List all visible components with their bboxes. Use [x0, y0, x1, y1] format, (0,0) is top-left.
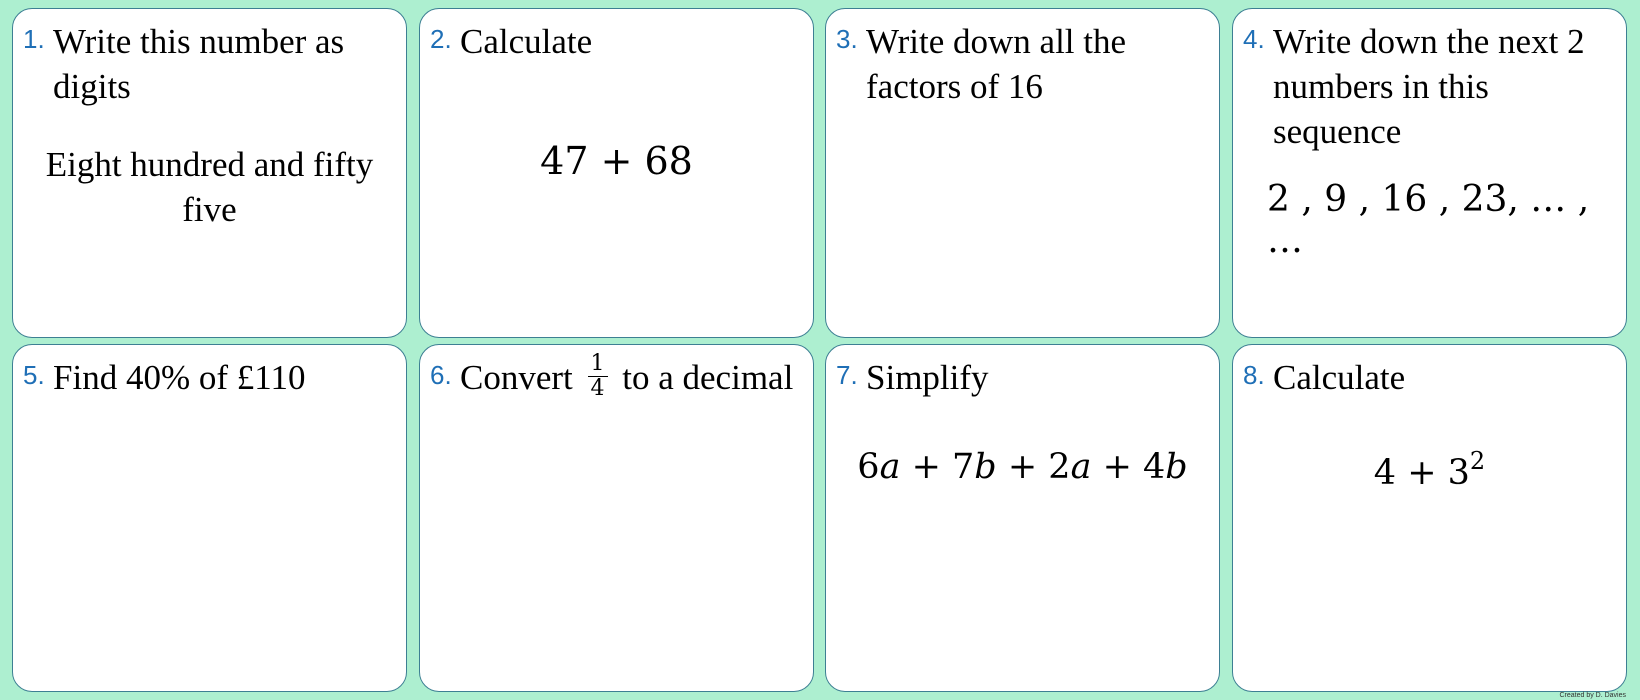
question-text: Calculate: [1273, 358, 1406, 397]
term: + 7: [900, 447, 975, 487]
fraction: [588, 352, 608, 401]
question-number: 7.: [836, 360, 858, 390]
question-number: 1.: [23, 24, 45, 54]
variable: b: [1165, 447, 1188, 487]
fraction-denominator: 4: [590, 376, 605, 402]
math-expression: [1233, 447, 1626, 493]
text-after-fraction: to a decimal: [622, 358, 794, 397]
math-expression: 47 + 68: [540, 139, 693, 183]
question-number: 2.: [430, 24, 452, 54]
question-card-7: [825, 344, 1220, 692]
question-text: Write down the next 2 numbers in this sequence: [1273, 22, 1585, 151]
question-number: 4.: [1243, 24, 1265, 54]
question-number: 5.: [23, 360, 45, 390]
expression-base: 4 + 3: [1373, 453, 1470, 493]
fraction-numerator: 1: [588, 352, 608, 377]
text-before-fraction: Convert: [460, 358, 573, 397]
variable: a: [879, 447, 901, 487]
question-text: Write this number as digits: [53, 22, 345, 106]
number-sequence: 2 , 9 , 16 , 23, … , …: [1267, 179, 1590, 261]
question-card-3: [825, 8, 1220, 338]
question-text: Simplify: [866, 358, 989, 397]
question-number: 6.: [430, 360, 452, 390]
question-card-5: [12, 344, 407, 692]
exponent: 2: [1469, 447, 1486, 475]
number-in-words: Eight hundred and fifty five: [45, 145, 374, 229]
term: + 4: [1091, 447, 1166, 487]
question-card-1: [12, 8, 407, 338]
question-number: 3.: [836, 24, 858, 54]
question-text: Calculate: [460, 22, 593, 61]
question-text: Find 40% of £110: [53, 358, 306, 397]
question-card-8: [1232, 344, 1627, 692]
question-card-6: [419, 344, 814, 692]
question-text: Write down all the factors of 16: [866, 22, 1127, 106]
question-number: 8.: [1243, 360, 1265, 390]
algebraic-expression: [826, 447, 1219, 487]
term: 6: [857, 447, 880, 487]
credit-text: Created by D. Davies: [1559, 692, 1626, 699]
question-card-2: [419, 8, 814, 338]
term: + 2: [996, 447, 1071, 487]
variable: a: [1070, 447, 1092, 487]
question-card-4: [1232, 8, 1627, 338]
variable: b: [974, 447, 997, 487]
question-text: [460, 351, 805, 402]
